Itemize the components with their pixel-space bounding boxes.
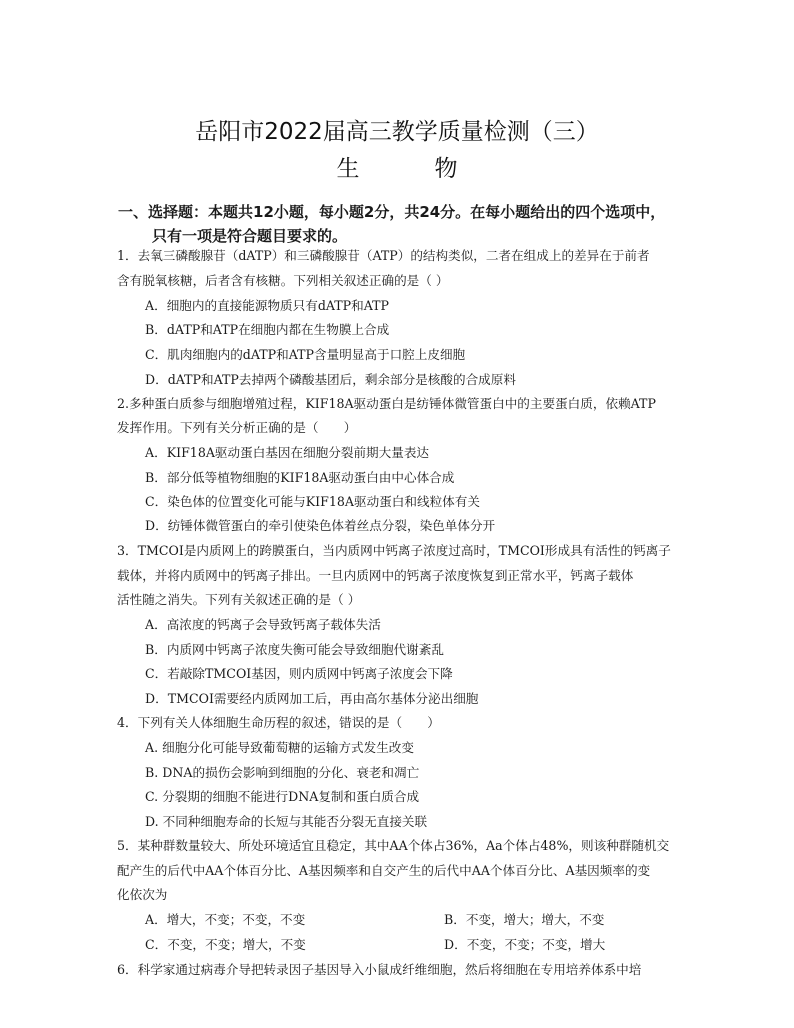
question-5-stem: 5．某种群数量较大、所处环境适宜且稳定，其中AA个体占36%，Aa个体占48%，则该种群随机交 bbox=[117, 838, 670, 853]
question-2-option-d: D．纺锤体微管蛋白的牵引使染色体着丝点分裂，染色单体分开 bbox=[145, 518, 496, 533]
question-2-stem: 2.多种蛋白质参与细胞增殖过程，KIF18A驱动蛋白是纺锤体微管蛋白中的主要蛋白质，依赖ATP bbox=[117, 396, 656, 411]
question-3-option-d: D．TMCOI需要经内质网加工后，再由高尔基体分泌出细胞 bbox=[145, 691, 479, 706]
exam-title: 岳阳市2022届高三教学质量检测（三） bbox=[195, 119, 599, 145]
question-3-stem-cont: 载体，并将内质网中的钙离子排出。一旦内质网中的钙离子浓度恢复到正常水平，钙离子载体 bbox=[117, 568, 634, 583]
question-5-option-d: D．不变，不变；不变，增大 bbox=[444, 937, 606, 952]
question-4-stem: 4．下列有关人体细胞生命历程的叙述，错误的是（ ） bbox=[117, 715, 440, 730]
question-4-option-b: B. DNA的损伤会影响到细胞的分化、衰老和凋亡 bbox=[145, 765, 420, 780]
question-3-stem: 3．TMCOI是内质网上的跨膜蛋白，当内质网中钙离子浓度过高时，TMCOI形成具有活性的钙离子 bbox=[117, 543, 671, 558]
section-heading-cont: 只有一项是符合题目要求的。 bbox=[152, 227, 348, 245]
question-2-option-a: A．KIF18A驱动蛋白基因在细胞分裂前期大量表达 bbox=[145, 445, 430, 460]
section-heading: 一、选择题：本题共12小题，每小题2分，共24分。在每小题给出的四个选项中， bbox=[118, 203, 666, 221]
question-1-stem-cont: 含有脱氧核糖，后者含有核糖。下列相关叙述正确的是（ ） bbox=[117, 273, 449, 288]
question-4-option-d: D. 不同种细胞寿命的长短与其能否分裂无直接关联 bbox=[145, 814, 428, 829]
question-1-stem: 1．去氧三磷酸腺苷（dATP）和三磷酸腺苷（ATP）的结构类似，二者在组成上的差异在于前者 bbox=[117, 248, 650, 263]
question-1-option-a: A．细胞内的直接能源物质只有dATP和ATP bbox=[145, 298, 390, 313]
question-3-option-a: A．高浓度的钙离子会导致钙离子载体失活 bbox=[145, 617, 381, 632]
question-5-option-a: A．增大，不变；不变，不变 bbox=[145, 912, 306, 927]
question-3-option-b: B．内质网中钙离子浓度失衡可能会导致细胞代谢紊乱 bbox=[145, 642, 444, 657]
question-5-stem-cont-2: 化依次为 bbox=[117, 887, 168, 902]
question-5-stem-cont: 配产生的后代中AA个体百分比、A基因频率和自交产生的后代中AA个体百分比、A基因频率的变 bbox=[117, 863, 651, 878]
question-2-option-b: B．部分低等植物细胞的KIF18A驱动蛋白由中心体合成 bbox=[145, 470, 455, 485]
question-3-stem-cont-2: 活性随之消失。下列有关叙述正确的是（ ） bbox=[117, 592, 361, 607]
question-2-option-c: C．染色体的位置变化可能与KIF18A驱动蛋白和线粒体有关 bbox=[145, 494, 480, 509]
question-1-option-c: C．肌肉细胞内的dATP和ATP含量明显高于口腔上皮细胞 bbox=[145, 347, 466, 362]
exam-subject: 生 物 bbox=[336, 156, 484, 182]
question-5-option-b: B．不变，增大；增大，不变 bbox=[444, 912, 605, 927]
question-1-option-d: D．dATP和ATP去掉两个磷酸基团后，剩余部分是核酸的合成原料 bbox=[145, 372, 516, 387]
question-4-option-a: A. 细胞分化可能导致葡萄糖的运输方式发生改变 bbox=[145, 740, 414, 755]
question-3-option-c: C．若敲除TMCOI基因，则内质网中钙离子浓度会下降 bbox=[145, 666, 453, 681]
question-5-option-c: C．不变，不变；增大，不变 bbox=[145, 937, 306, 952]
question-2-stem-cont: 发挥作用。下列有关分析正确的是（ ） bbox=[117, 420, 357, 435]
question-4-option-c: C. 分裂期的细胞不能进行DNA复制和蛋白质合成 bbox=[145, 789, 420, 804]
question-6-stem: 6．科学家通过病毒介导把转录因子基因导入小鼠成纤维细胞，然后将细胞在专用培养体系中培 bbox=[117, 962, 642, 977]
question-1-option-b: B．dATP和ATP在细胞内都在生物膜上合成 bbox=[145, 322, 390, 337]
